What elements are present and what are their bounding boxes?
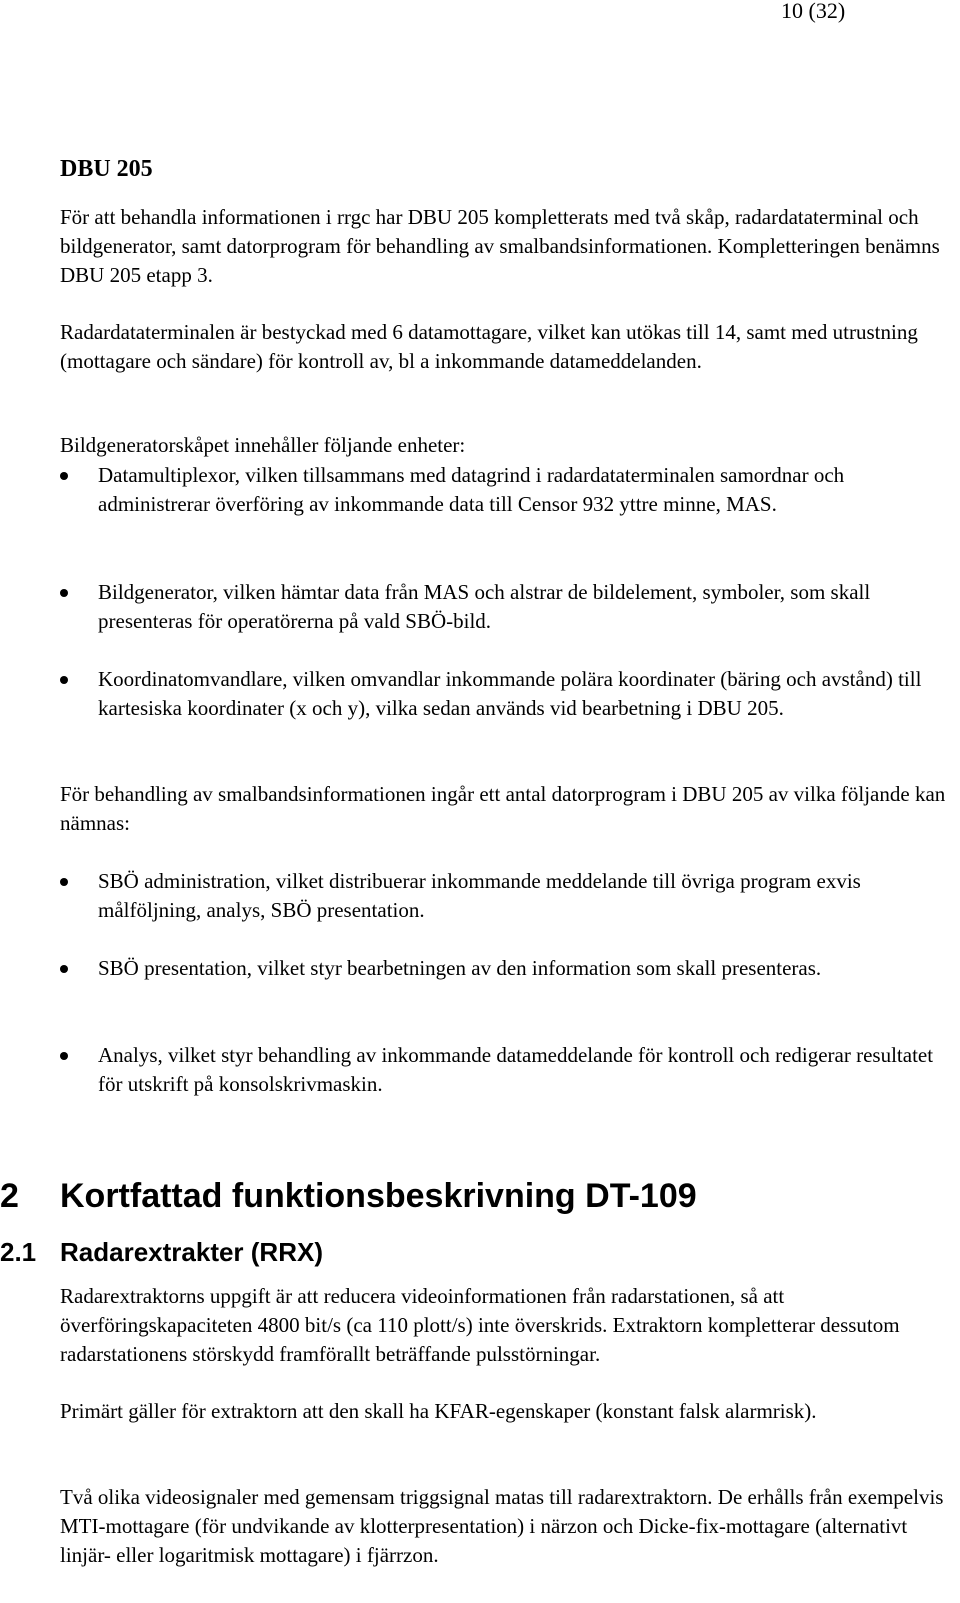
list-item-text: Analys, vilket styr behandling av inkommande datameddelande för kontroll och redigerar resultatet för utskrift på konsolskrivmaskin. xyxy=(98,1043,934,1096)
section-2-1-number: 2.1 xyxy=(0,1237,37,1267)
section-2-1-paragraph-1: Radarextraktorns uppgift är att reducera videoinformationen från radarstationen, så att överföringskapaciteten 4800 bit/s (ca 110 plott/s) inte överskrids. Extraktorn kompletterar dessutom radarstationens störskydd framförallt beträffande pulsstörningar. xyxy=(60,1284,900,1366)
dbu205-paragraph-2: Radardataterminalen är bestyckad med 6 datamottagare, vilket kan utökas till 14, samt med utrustning (mottagare och sändare) för kontroll av, bl a inkommande datameddelanden. xyxy=(60,320,918,373)
list-item-text: Koordinatomvandlare, vilken omvandlar inkommande polära koordinater (bäring och avstånd) till kartesiska koordinater (x och y), vilka sedan används vid bearbetning i DBU 205. xyxy=(98,667,922,720)
list-item-text: Datamultiplexor, vilken tillsammans med datagrind i radardataterminalen samordnar och administrerar överföring av inkommande data till Censor 932 yttre minne, MAS. xyxy=(98,463,845,516)
list-item-text: SBÖ administration, vilket distribuerar inkommande meddelande till övriga program exvis målföljning, analys, SBÖ presentation. xyxy=(98,869,861,922)
bullet-icon xyxy=(60,472,68,480)
section-2-1-heading xyxy=(0,1236,323,1268)
dbu205-paragraph-1: För att behandla informationen i rrgc har DBU 205 kompletterats med två skåp, radardataterminal och bildgenerator, samt datorprogram för behandling av smalbandsinformationen. Kompletteringen benämns DBU 205 etapp 3. xyxy=(60,205,940,287)
section-2-1-paragraph-3: Två olika videosignaler med gemensam triggsignal matas till radarextraktorn. De erhålls från exempelvis MTI-mottagare (för undvikande av klotterpresentation) i närzon och Dicke-fix-mottagare (alternativt linjär- eller logaritmisk mottagare) i fjärrzon. xyxy=(60,1485,944,1567)
page-number: 10 (32) xyxy=(781,0,846,23)
section-2-1-title: Radarextrakter (RRX) xyxy=(60,1237,323,1267)
list-item-text: Bildgenerator, vilken hämtar data från MAS och alstrar de bildelement, symboler, som skall presenteras för operatörerna på vald SBÖ-bild. xyxy=(98,580,871,633)
list-item-text: SBÖ presentation, vilket styr bearbetningen av den information som skall presenteras. xyxy=(98,956,822,980)
section-2-number: 2 xyxy=(0,1177,19,1215)
dbu205-paragraph-3: Bildgeneratorskåpet innehåller följande enheter: xyxy=(60,433,466,457)
bullet-icon xyxy=(60,878,68,886)
bullet-icon xyxy=(60,965,68,973)
bullet-icon xyxy=(60,589,68,597)
bullet-icon xyxy=(60,1052,68,1060)
bullet-icon xyxy=(60,676,68,684)
section-2-title: Kortfattad funktionsbeskrivning DT-109 xyxy=(60,1177,697,1215)
section-2-heading xyxy=(0,1176,697,1216)
section-2-1-paragraph-2: Primärt gäller för extraktorn att den skall ha KFAR-egenskaper (konstant falsk alarmrisk). xyxy=(60,1399,817,1423)
dbu205-paragraph-4: För behandling av smalbandsinformationen ingår ett antal datorprogram i DBU 205 av vilka följande kan nämnas: xyxy=(60,782,946,835)
dbu205-heading: DBU 205 xyxy=(60,156,153,182)
